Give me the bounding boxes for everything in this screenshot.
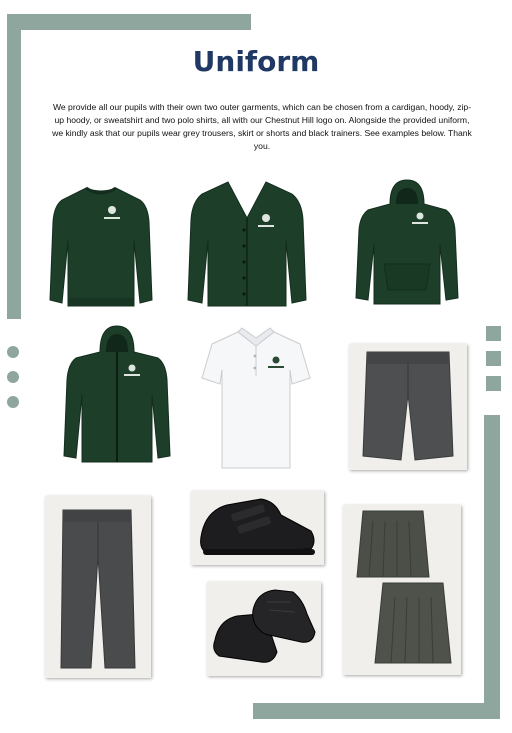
decor-square — [486, 351, 501, 366]
grey-trousers-image — [45, 496, 151, 678]
green-sweatshirt-image — [48, 182, 154, 310]
decor-square — [486, 376, 501, 391]
green-hoody-image — [354, 178, 460, 308]
page-title: Uniform — [192, 45, 320, 78]
white-polo-shirt-image — [200, 324, 312, 472]
green-cardigan-image — [186, 178, 308, 310]
decor-square — [486, 326, 501, 341]
grey-pleated-skirts-image — [343, 505, 461, 675]
decor-dot — [7, 346, 19, 358]
black-lace-trainers-image — [207, 582, 321, 676]
green-zip-hoody-image — [62, 324, 172, 464]
decor-dot — [7, 371, 19, 383]
frame-right-bar — [484, 415, 500, 719]
frame-bottom-bar — [253, 703, 500, 719]
intro-paragraph: We provide all our pupils with their own two outer garments, which can be chosen from a cardigan, hoody, zip-up hoody, or sweatshirt and two polo shirts, all with our Chestnut Hill logo on. Alongside the provided uniform, we kindly ask that our pupils wear grey trousers, skirt or shorts and black trainers. See examples below. Thank you. — [52, 102, 472, 151]
black-velcro-trainers-image — [191, 491, 324, 565]
decor-dot — [7, 396, 19, 408]
grey-shorts-image — [349, 344, 467, 470]
frame-top-bar — [7, 14, 251, 30]
